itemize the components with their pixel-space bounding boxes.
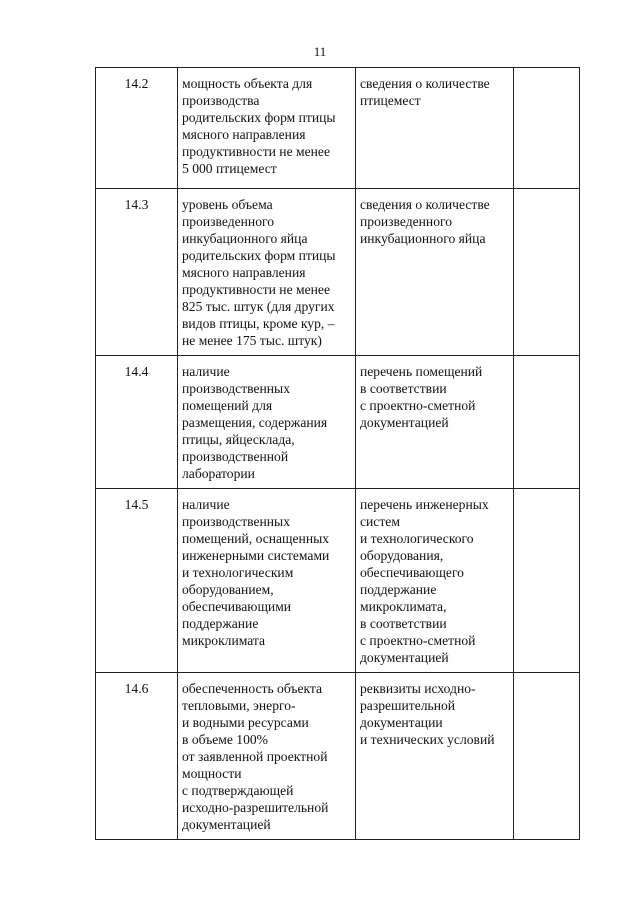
evidence-cell: сведения о количестве произведенного инкубационного яйца bbox=[356, 189, 514, 356]
note-cell bbox=[514, 489, 580, 673]
item-number: 14.6 bbox=[96, 673, 178, 840]
table-row bbox=[96, 673, 580, 840]
item-number: 14.5 bbox=[96, 489, 178, 673]
table-row bbox=[96, 189, 580, 356]
table-row bbox=[96, 489, 580, 673]
criteria-table bbox=[95, 67, 580, 840]
criterion-cell: мощность объекта для производства родительских форм птицы мясного направления продуктивности не менее 5 000 птицемест bbox=[178, 68, 356, 189]
note-cell bbox=[514, 189, 580, 356]
criterion-cell: уровень объема произведенного инкубационного яйца родительских форм птицы мясного направления продуктивности не менее 825 тыс. штук (для других видов птицы, кроме кур, – не менее 175 тыс. штук) bbox=[178, 189, 356, 356]
item-number: 14.4 bbox=[96, 356, 178, 489]
evidence-cell: перечень инженерных систем и технологического оборудования, обеспечивающего поддержание микроклимата, в соответствии с проектно-сметной документацией bbox=[356, 489, 514, 673]
evidence-cell: перечень помещений в соответствии с проектно-сметной документацией bbox=[356, 356, 514, 489]
evidence-cell: сведения о количестве птицемест bbox=[356, 68, 514, 189]
evidence-cell: реквизиты исходно- разрешительной документации и технических условий bbox=[356, 673, 514, 840]
note-cell bbox=[514, 68, 580, 189]
table-row bbox=[96, 68, 580, 189]
criterion-cell: наличие производственных помещений, оснащенных инженерными системами и технологическим оборудованием, обеспечивающими поддержание микроклимата bbox=[178, 489, 356, 673]
criterion-cell: обеспеченность объекта тепловыми, энерго- и водными ресурсами в объеме 100% от заявленной проектной мощности с подтверждающей исходно-разрешительной документацией bbox=[178, 673, 356, 840]
note-cell bbox=[514, 356, 580, 489]
note-cell bbox=[514, 673, 580, 840]
page-number: 11 bbox=[313, 44, 327, 59]
item-number: 14.3 bbox=[96, 189, 178, 356]
item-number: 14.2 bbox=[96, 68, 178, 189]
criterion-cell: наличие производственных помещений для размещения, содержания птицы, яйцесклада, производственной лаборатории bbox=[178, 356, 356, 489]
table-row bbox=[96, 356, 580, 489]
